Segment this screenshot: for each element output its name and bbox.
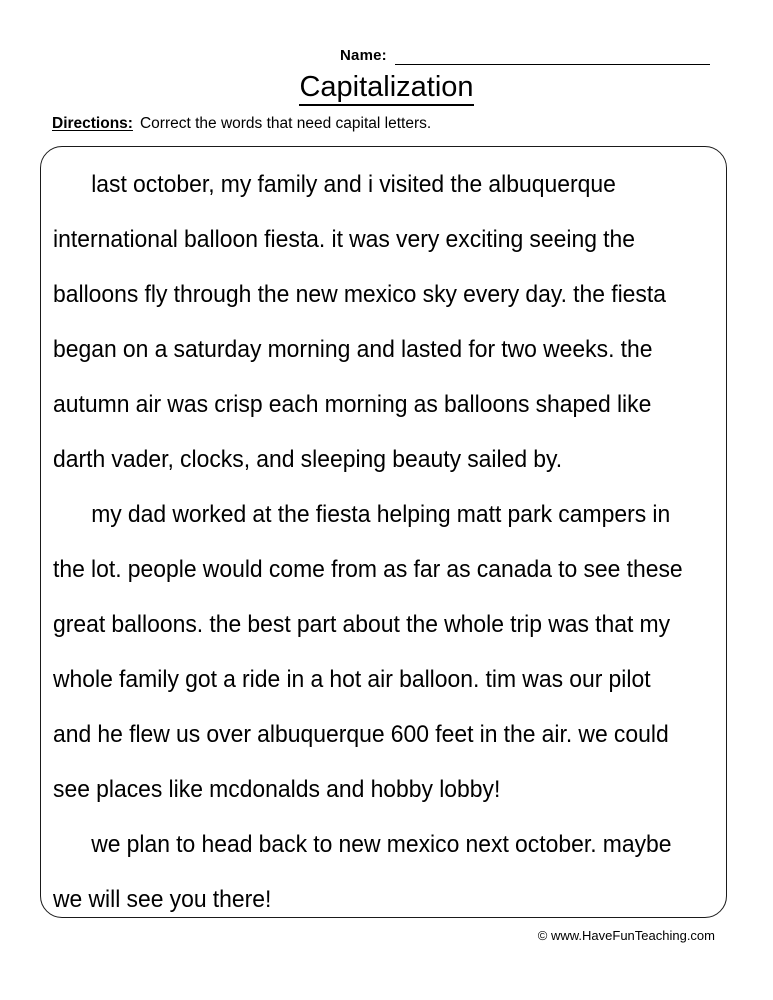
name-blank-line[interactable] — [395, 49, 710, 65]
passage-text — [53, 157, 695, 927]
passage-paragraph: my dad worked at the fiesta helping matt park campers in the lot. people would come from as far as canada to see these great balloons. the best part about the whole trip was that my whole family got a ride in a hot air balloon. tim was our pilot and he flew us over albuquerque 600 feet in the air. we could see places like mcdonalds and hobby lobby! — [53, 501, 683, 803]
directions — [52, 114, 431, 134]
passage-paragraph: we plan to head back to new mexico next october. maybe we will see you there! — [53, 831, 672, 913]
passage-box — [40, 146, 727, 918]
page-title-text: Capitalization — [299, 71, 473, 106]
directions-text: Correct the words that need capital letters. — [139, 115, 432, 132]
name-label: Name: — [340, 47, 387, 64]
directions-label: Directions: — [52, 115, 133, 132]
passage-paragraph: last october, my family and i visited the albuquerque international balloon fiesta. it was very exciting seeing the balloons fly through the new mexico sky every day. the fiesta began on a saturday morning and lasted for two weeks. the autumn air was crisp each morning as balloons shaped like darth vader, clocks, and sleeping beauty sailed by. — [53, 171, 667, 473]
name-row — [340, 47, 710, 65]
page-title — [0, 70, 773, 104]
footer-copyright: © www.HaveFunTeaching.com — [537, 928, 715, 943]
